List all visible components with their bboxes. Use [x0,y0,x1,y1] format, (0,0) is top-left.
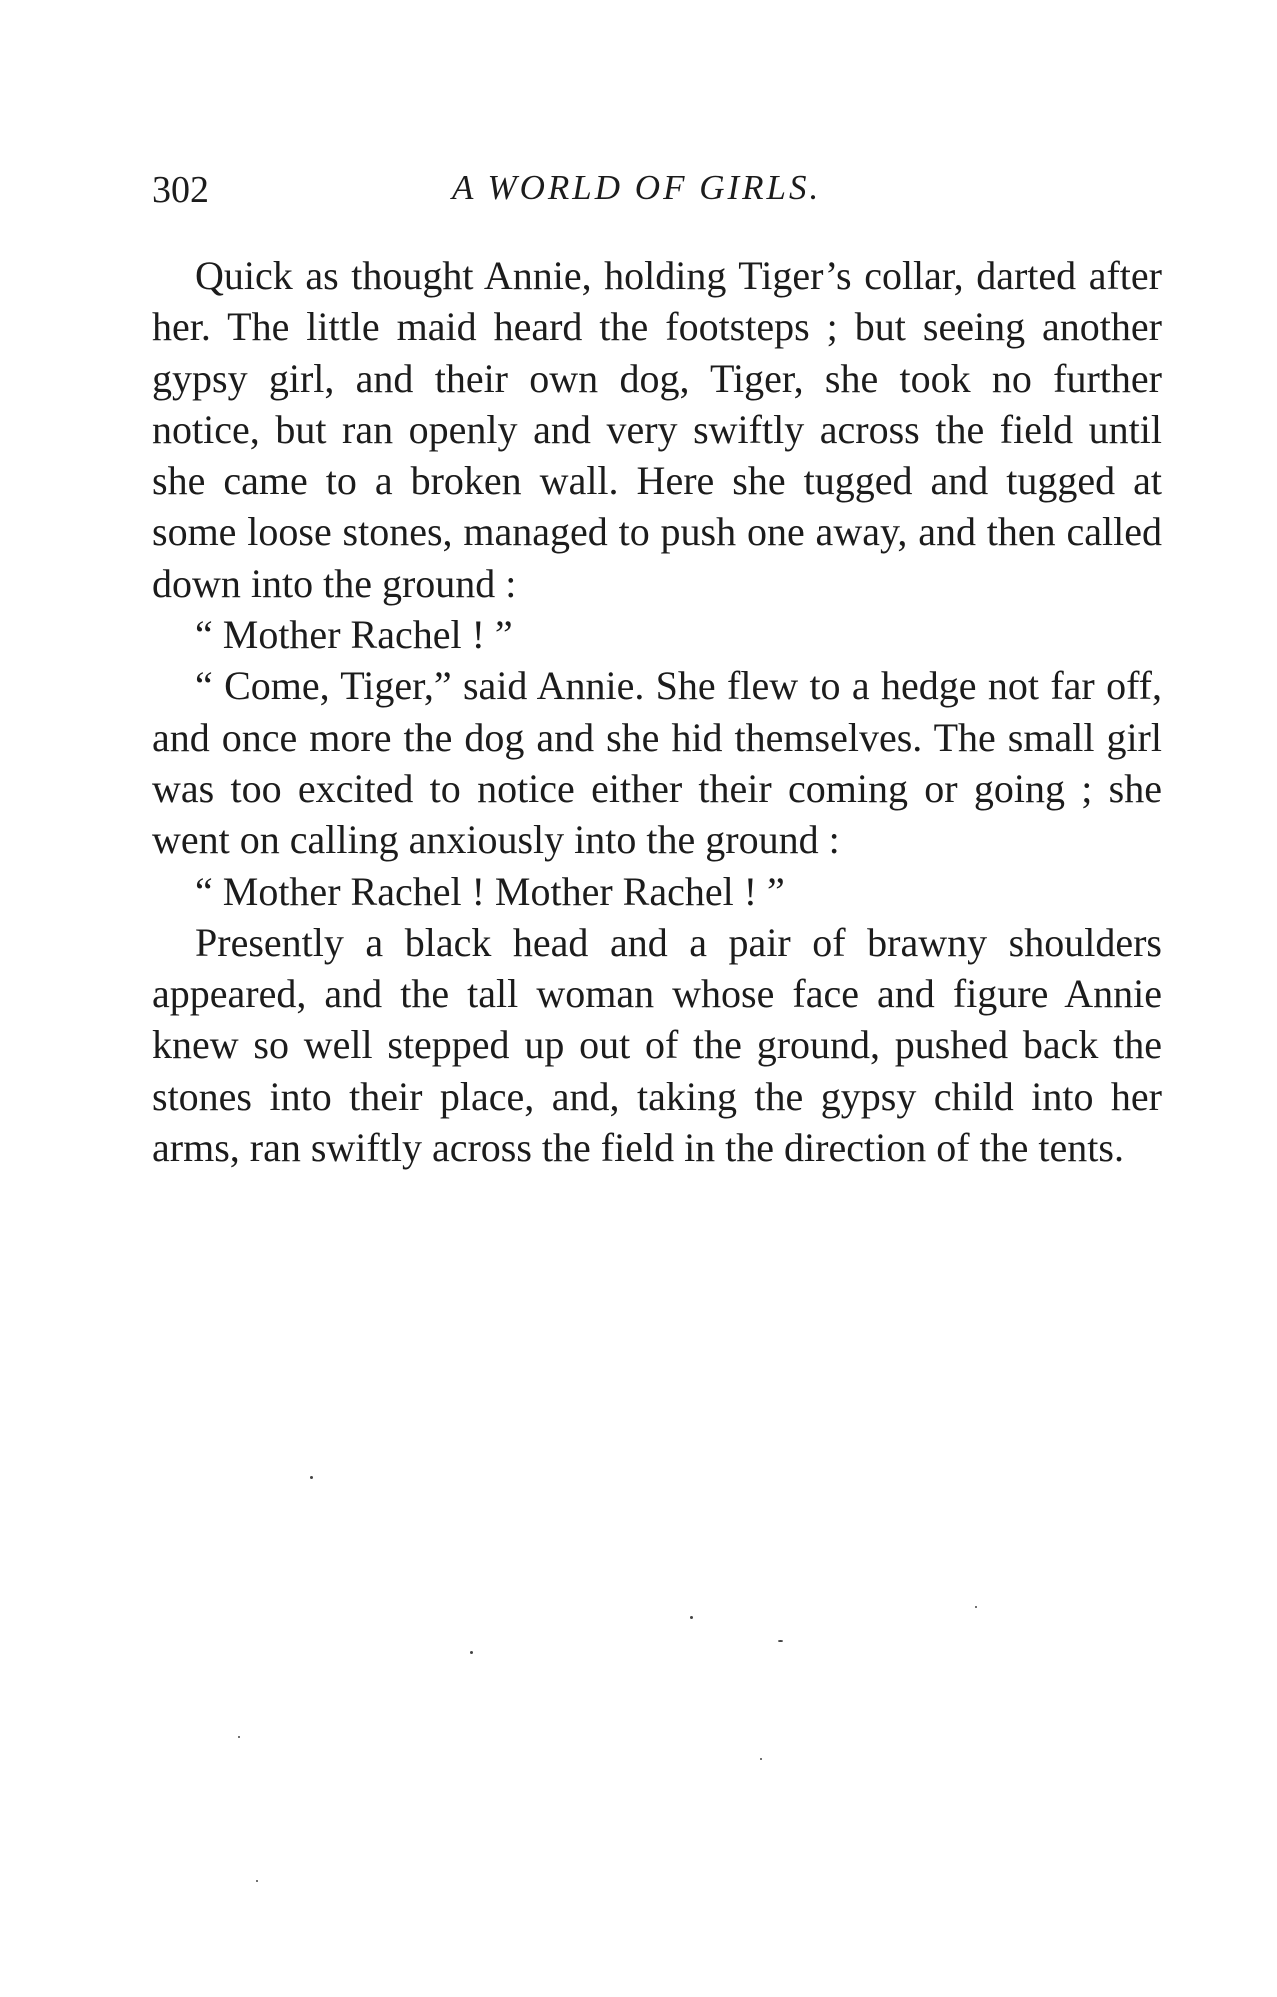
body-text [152,250,1162,1173]
paragraph-call-1: “ Mother Rachel ! ” [195,612,513,658]
page-number: 302 [152,169,209,211]
paragraph-hide: “ Come, Tiger,” said Annie. She flew to a hedge not far off, and once more the dog and she hid themselves. The small girl was too excited to notice either their coming or going ; she went on calling anxiously into the ground : [152,663,1162,863]
paragraph-call-2: “ Mother Rachel ! Mother Rachel ! ” [195,868,785,914]
paragraph-chase: Quick as thought Annie, holding Tiger’s collar, darted after her. The little maid heard the footsteps ; but seeing another gypsy girl, and their own dog, Tiger, she took no further notice, but ran openly and very swiftly across the field until she came to a broken wall. Here she tugged and tugged at some loose stones, managed to push one away, and then called down into the ground : [152,253,1162,606]
running-title: A WORLD OF GIRLS. [452,168,822,207]
running-head [152,168,1162,218]
paragraph-rachel-appears: Presently a black head and a pair of brawny shoulders appeared, and the tall woman whose face and figure Annie knew so well stepped up out of the ground, pushed back the stones into their place, and, taking the gypsy child into her arms, ran swiftly across the field in the direction of the tents. [152,919,1162,1171]
